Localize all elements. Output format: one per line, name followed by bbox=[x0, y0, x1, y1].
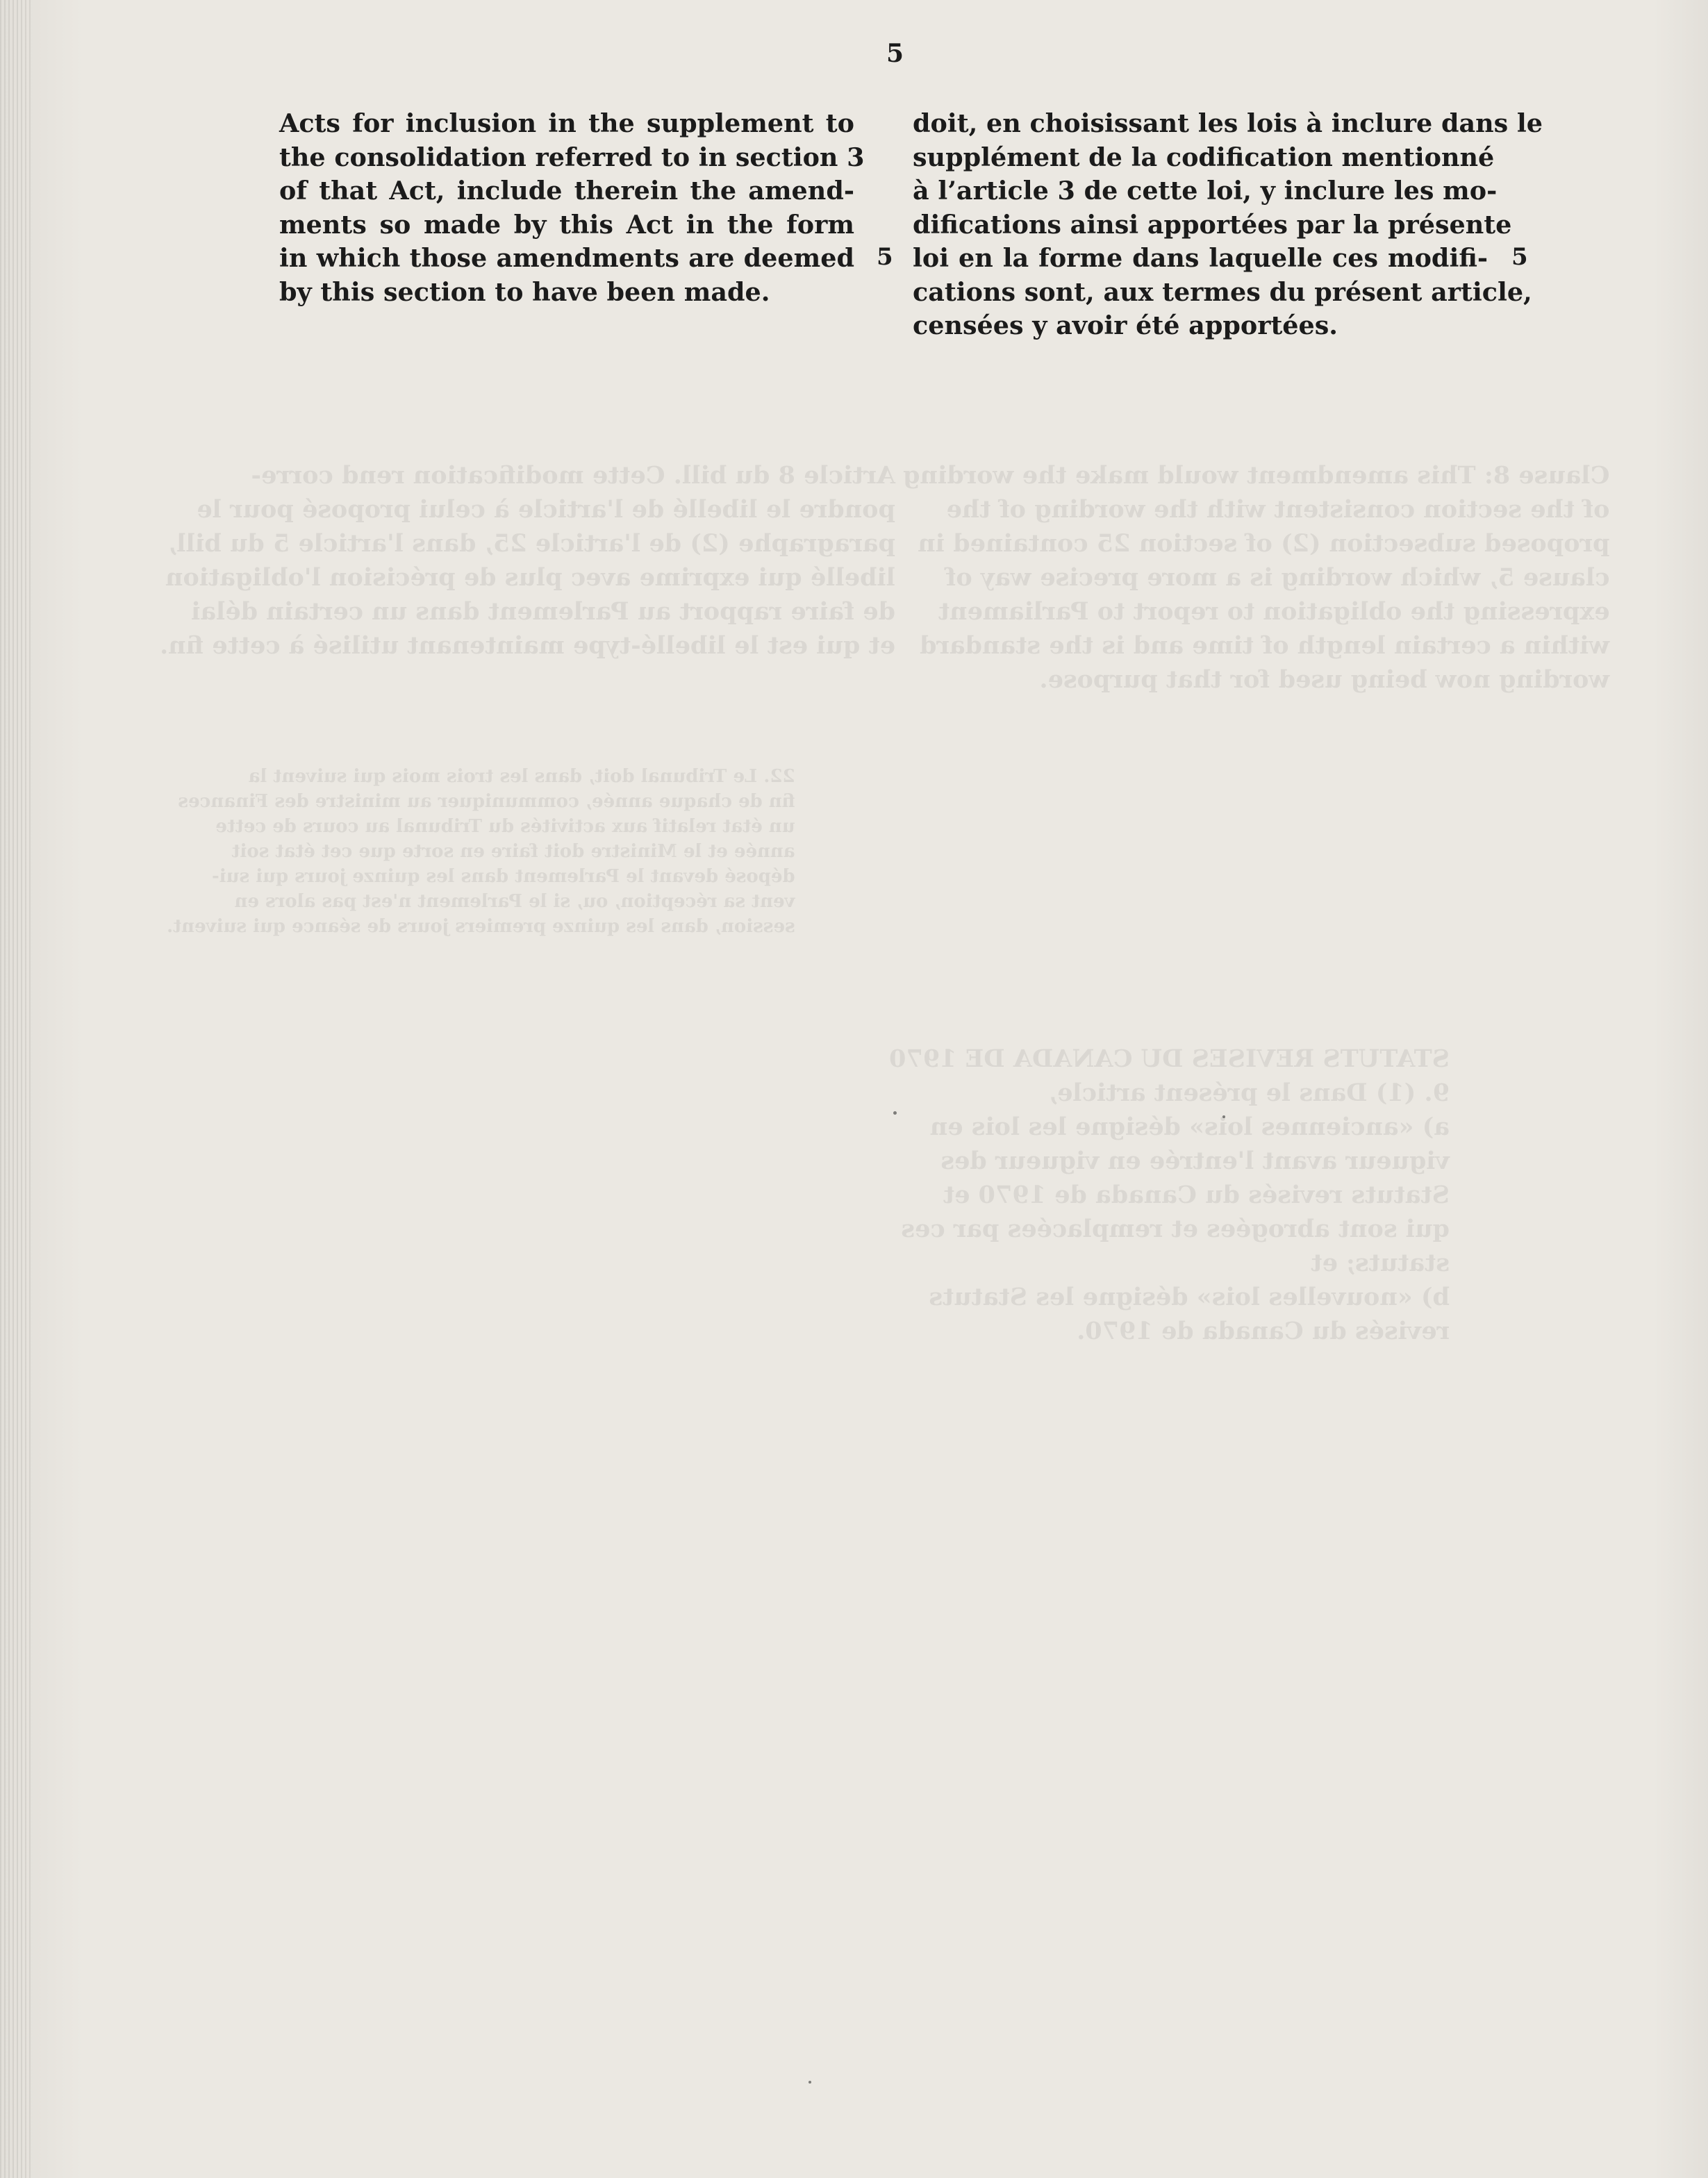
show-through-small-left: 22. Le Tribunal doit, dans les trois mois qui suivent la fin de chaque année, communiquer au ministre des Finances un état relatif aux activités du Tribunal au cours de cette année et le Ministre doit faire en sorte que cet état soit déposé devant le Parlement dans les quinze jours qui sui- vent sa réception, ou, si le Parlement n'est pas alors en session, dans les quinze premiers jours de séance qui suivent. bbox=[167, 766, 795, 937]
french-line: loi en la forme dans laquelle ces modifi- bbox=[913, 243, 1488, 273]
french-margin-line-number: 5 bbox=[1511, 243, 1528, 271]
french-line: censées y avoir été apportées. bbox=[913, 310, 1338, 340]
english-line: of that Act, include therein the amend- bbox=[279, 176, 854, 206]
english-column bbox=[279, 107, 865, 309]
show-through-text-left: Article 8 du bill. Cette modification rend corre- pondre le libellé de l'article à celui proposé pour le paragraphe (2) de l'article 25, dans l'article 5 du bill, libellé qui exprime avec plus de précision l'obligation de faire rapport au Parlement dans un certain délai et qui est le libellé-type maintenant utilisé à cette fin. bbox=[160, 461, 896, 660]
paper-speck bbox=[893, 1111, 897, 1115]
page-number: 5 bbox=[886, 39, 904, 68]
english-line: the consolidation referred to in section 3 bbox=[279, 142, 865, 172]
paper-speck bbox=[1222, 1115, 1225, 1118]
french-line: supplément de la codification mentionné bbox=[913, 142, 1495, 172]
english-line: Acts for inclusion in the supplement to bbox=[279, 108, 854, 138]
page-stack-edges bbox=[0, 0, 31, 2178]
english-line: in which those amendments are deemed bbox=[279, 243, 854, 273]
paper-speck bbox=[809, 2081, 811, 2084]
english-margin-line-number: 5 bbox=[877, 243, 893, 271]
english-line: ments so made by this Act in the form bbox=[279, 209, 854, 240]
french-line: doit, en choisissant les lois à inclure dans le bbox=[913, 108, 1543, 138]
french-column bbox=[913, 107, 1543, 343]
english-line: by this section to have been made. bbox=[279, 276, 770, 307]
show-through-lower: STATUTS REVISES DU CANADA DE 1970 9. (1) Dans le présent article, a) «anciennes lois» désigne les lois en vigueur avant l'entrée en vigueur des Statuts revisés du Canada de 1970 et qui sont abrogées et remplacées par ces statuts; et b) «nouvelles lois» désigne les Statuts revisés du Canada de 1970. bbox=[889, 1045, 1450, 1345]
french-line: à l’article 3 de cette loi, y inclure les mo- bbox=[913, 176, 1498, 206]
show-through-text-right: Clause 8: This amendment would make the wording of the section consistent with the wording of the proposed subsection (2) of section 25 contained in clause 5, which wording is a more precise way of expressing the obligation to report to Parliament within a certain length of time and is the standard wording now being used for that purpose. bbox=[903, 461, 1610, 694]
french-line: difications ainsi apportées par la présente bbox=[913, 209, 1512, 240]
french-line: cations sont, aux termes du présent article, bbox=[913, 276, 1532, 307]
